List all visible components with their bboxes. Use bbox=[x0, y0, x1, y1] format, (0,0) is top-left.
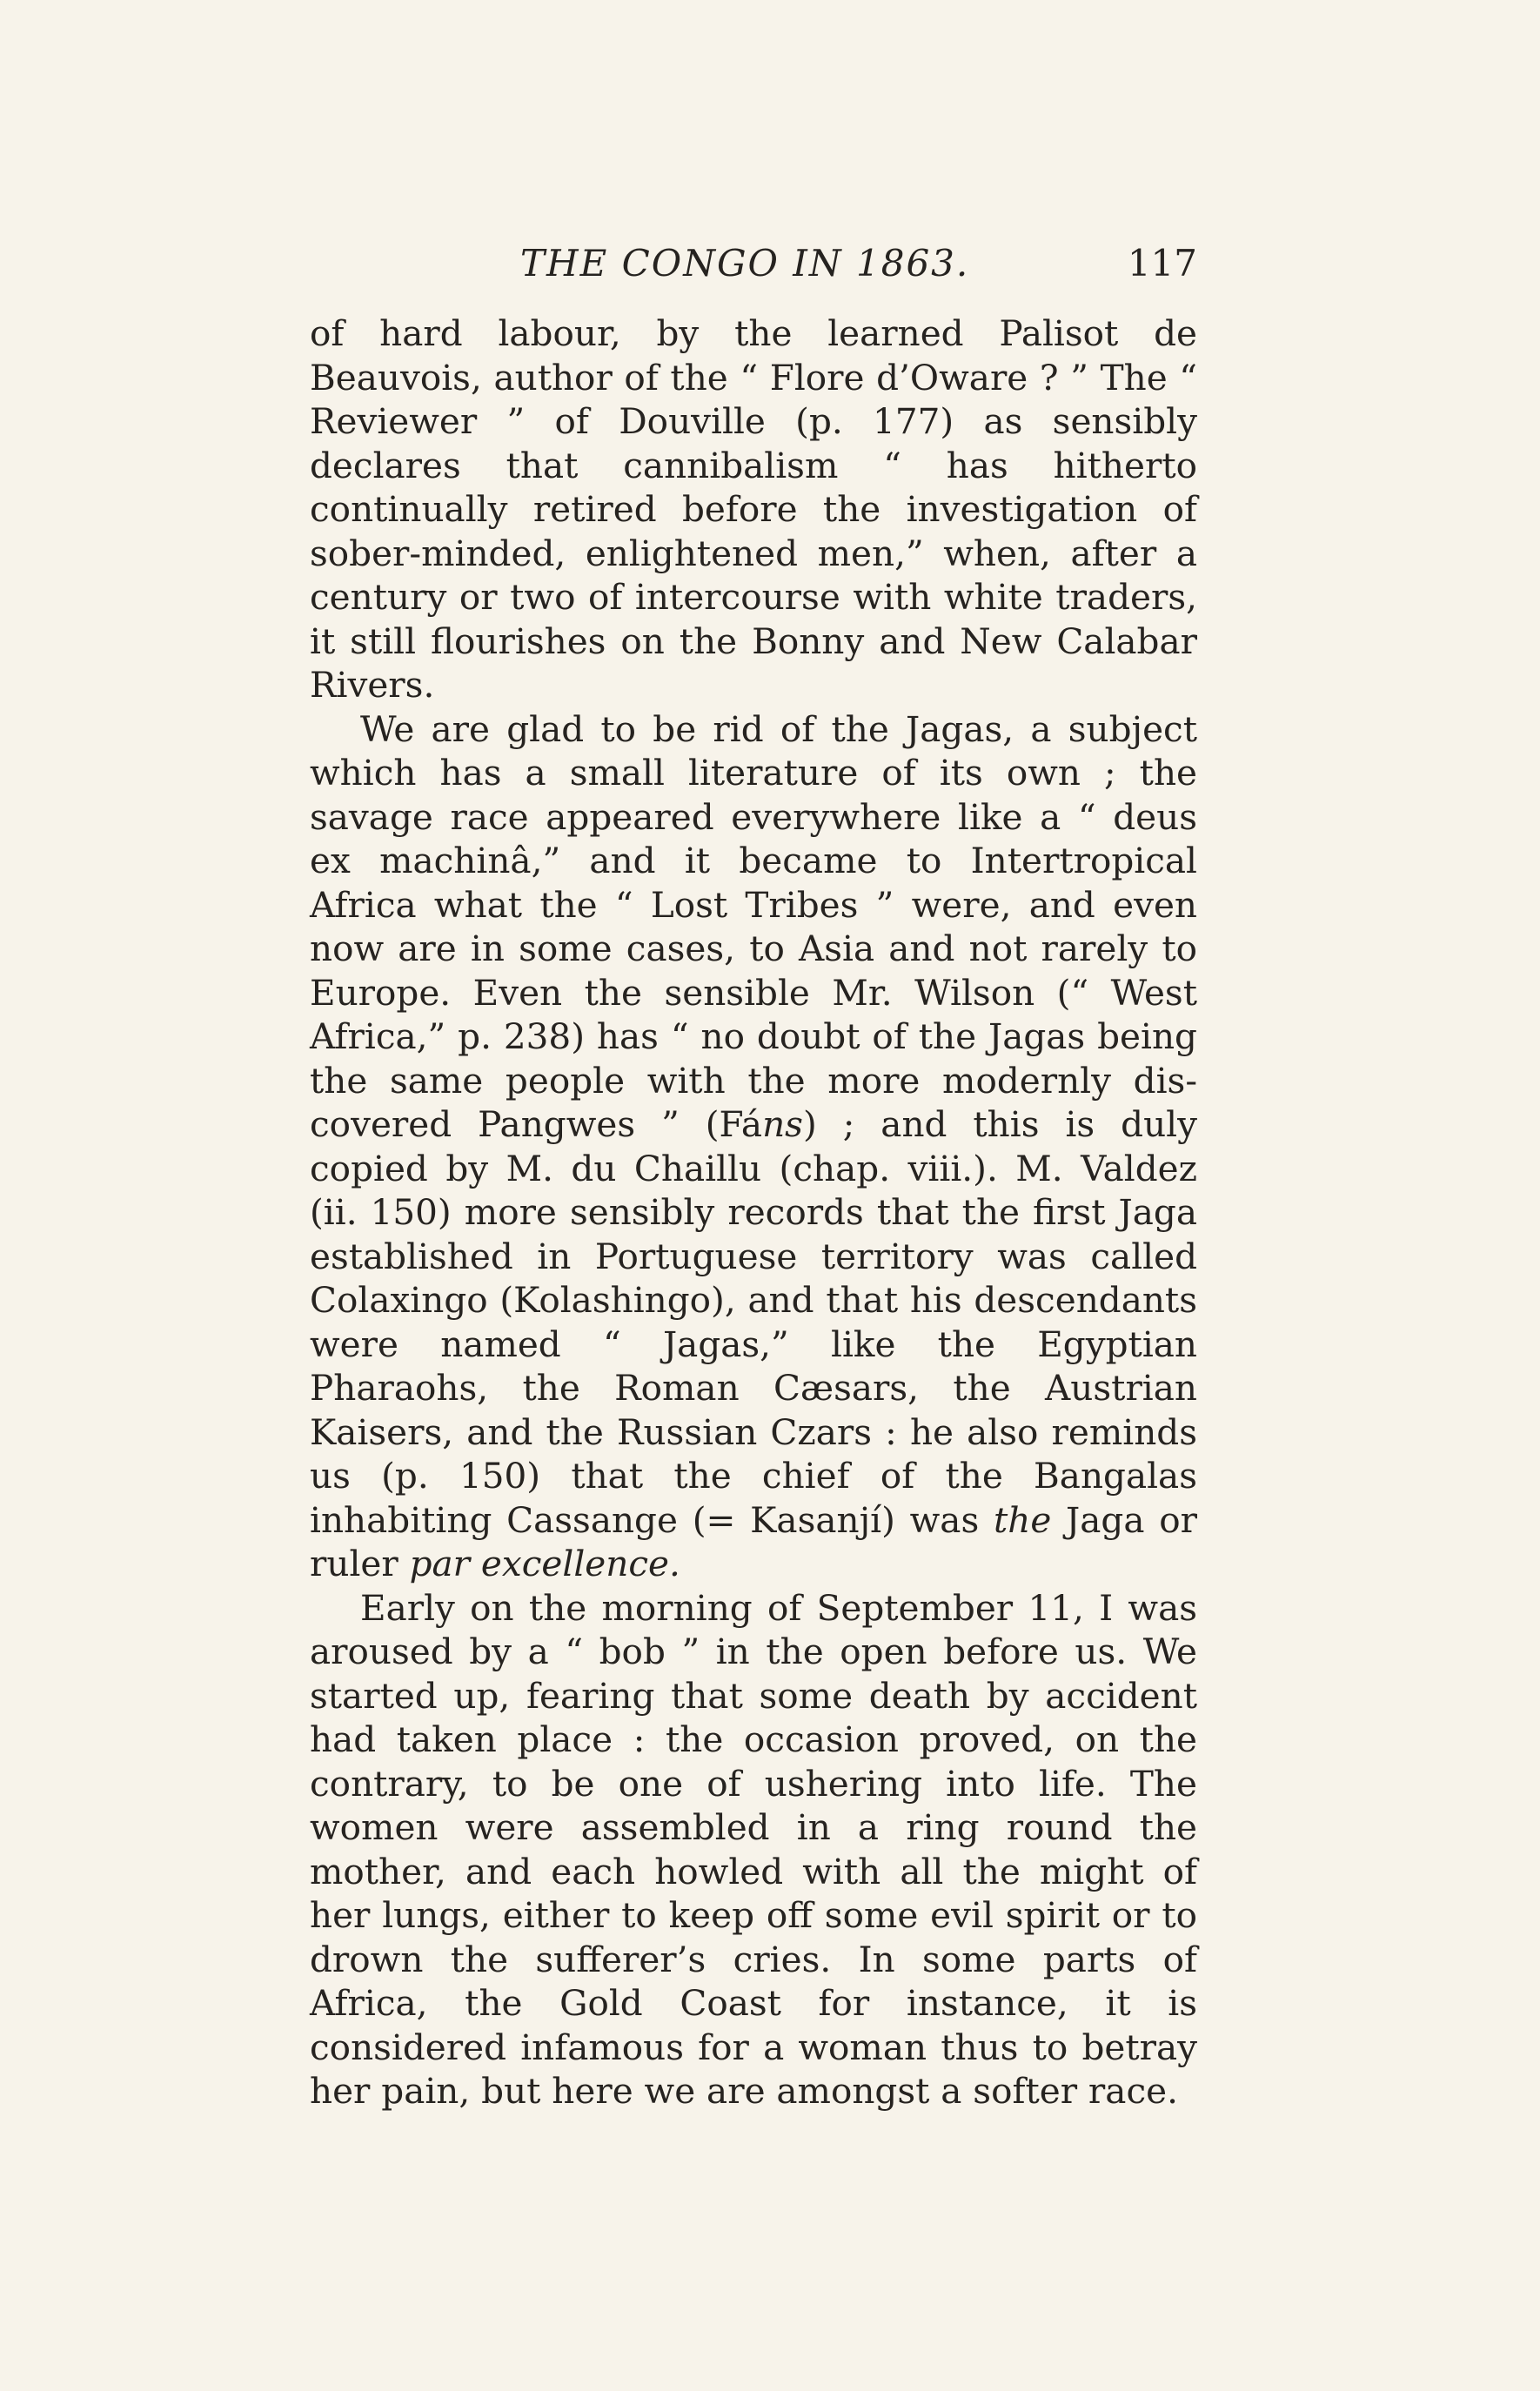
text-run: Jaga or ruler bbox=[310, 1498, 1197, 1584]
italic-run: the bbox=[993, 1498, 1052, 1541]
page-number: 117 bbox=[1127, 242, 1197, 285]
italic-run: par excellence. bbox=[409, 1543, 680, 1584]
page-body bbox=[310, 311, 1197, 2113]
page-header bbox=[310, 237, 1197, 289]
paragraph-september: Early on the morning of September 11, I was aroused by a “ bob ” in the open before us. We started up, fearing that some death by accident had taken place : the occasion proved, on the contrary, to be one of ushering into life. The women were assembled in a ring round the mother, and each howled with all the might of her lungs, either to keep off some evil spirit or to drown the sufferer’s cries. In some parts of Africa, the Gold Coast for instance, it is considered infamous for a woman thus to betray her pain, but here we are amongst a softer race. bbox=[310, 1586, 1197, 2112]
running-title: THE CONGO IN 1863. bbox=[520, 242, 970, 285]
paragraph-cannibalism: of hard labour, by the learned Palisot de Beauvois, author of the “ Flore d’Oware ? ” The “ Reviewer ” of Douville (p. 177) as sensibly declares that cannibalism “ has hitherto continually retired before the investigation of sober-minded, enlightened men,” when, after a century or two of intercourse with white traders, it still flourishes on the Bonny and New Calabar Rivers. bbox=[310, 312, 1197, 706]
text-run: We are glad to be rid of the Jagas, a subject which has a small literature of its own ; the savage race appeared everywhere like a “ deus ex machinâ,” and it became to Intertropical Africa what the “ Lost Tribes ” were, and even now are in some cases, to Asia and not rarely to Europe. Even the sensible Mr. Wilson (“ West Africa,” p. 238) has “ no doubt of the Jagas being the same people with the more modernly discovered Pangwes ” (Fá bbox=[310, 707, 1197, 1145]
italic-run: ns bbox=[762, 1103, 803, 1145]
text-run: ) ; and this is duly copied by M. du Chaillu (chap. viii.). M. Valdez (ii. 150) more sensibly records that the first Jaga established in Portuguese territory was called Colaxingo (Kolashingo), and that his descendants were named “ Jagas,” like the Egyptian Pharaohs, the Roman Cæsars, the Austrian Kaisers, and the Russian Czars : he also reminds us (p. 150) that the chief of the Bangalas inhabiting Cassange (= Kasanjí) was bbox=[310, 1103, 1198, 1541]
paragraph-jagas bbox=[310, 707, 1197, 1586]
